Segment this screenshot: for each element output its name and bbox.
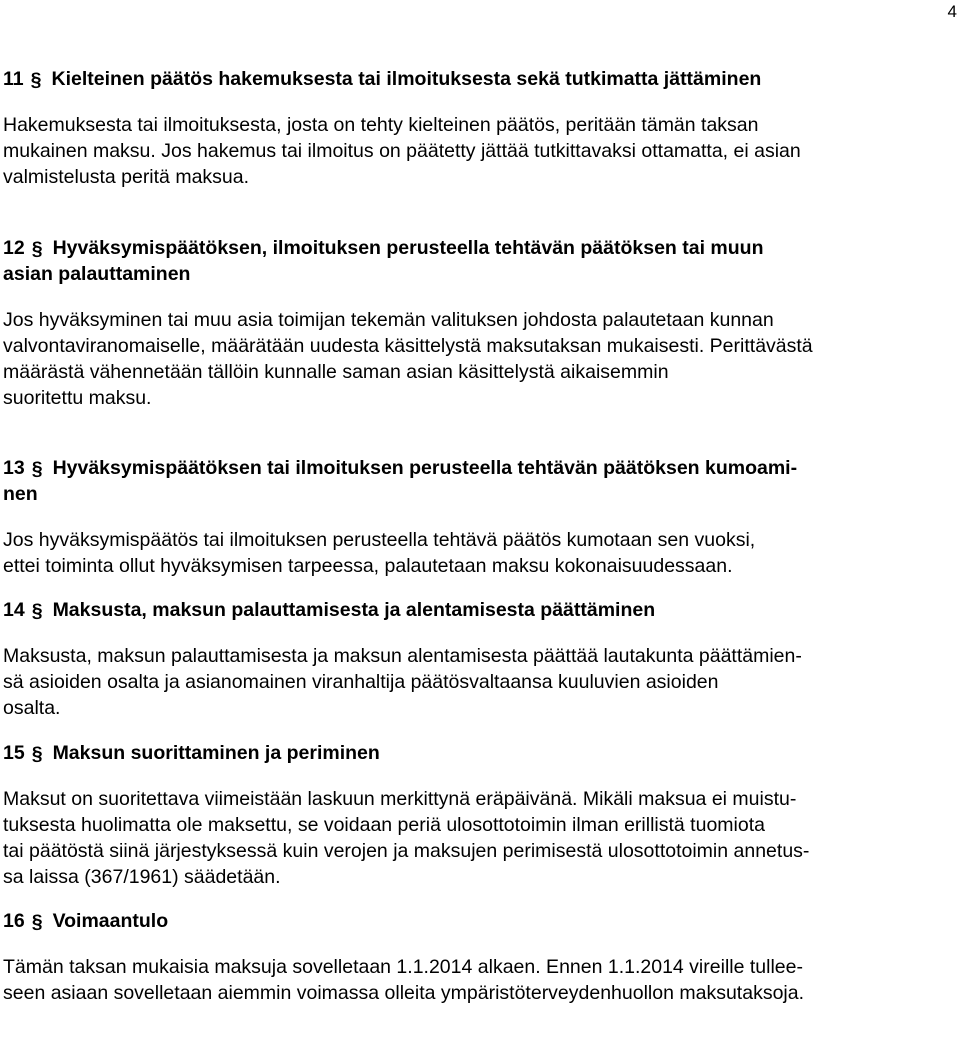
- document-body: [3, 66, 951, 1006]
- section-number: 11: [3, 68, 24, 90]
- section-title: Hyväksymispäätöksen tai ilmoituksen perusteella tehtävän päätöksen kumoami- nen: [3, 457, 798, 505]
- section-heading: [3, 908, 951, 934]
- section-paragraph: Hakemuksesta tai ilmoituksesta, josta on tehty kielteinen päätös, peritään tämän taksan mukainen maksu. Jos hakemus tai ilmoitus on päätetty jättää tutkittavaksi ottamatta, ei asian valmistelusta peritä maksua.: [3, 114, 801, 188]
- section-14: [3, 597, 951, 721]
- section-symbol: §: [31, 743, 43, 765]
- section-heading: [3, 597, 951, 623]
- section-heading: [3, 740, 951, 766]
- section-number: 13: [3, 457, 25, 479]
- section-symbol: §: [31, 238, 43, 260]
- page-number: 4: [947, 2, 957, 21]
- section-title: Voimaantulo: [52, 910, 169, 932]
- section-paragraph: Tämän taksan mukaisia maksuja sovelletaan 1.1.2014 alkaen. Ennen 1.1.2014 vireille tullee- seen asiaan sovelletaan aiemmin voimassa olleita ympäristöterveydenhuollon maksutaksoja.: [3, 956, 805, 1004]
- section-paragraph: Jos hyväksymispäätös tai ilmoituksen perusteella tehtävä päätös kumotaan sen vuoksi, ettei toiminta ollut hyväksymisen tarpeessa, palautetaan maksu kokonaisuudessaan.: [3, 529, 756, 577]
- section-title: Maksusta, maksun palauttamisesta ja alentamisesta päättäminen: [52, 599, 656, 621]
- section-heading: [3, 429, 951, 507]
- section-title: Hyväksymispäätöksen, ilmoituksen perusteella tehtävän päätöksen tai muun asian palauttaminen: [3, 237, 764, 285]
- section-number: 16: [3, 910, 25, 932]
- section-11: [3, 66, 951, 190]
- section-symbol: §: [31, 600, 43, 622]
- section-symbol: §: [31, 911, 43, 933]
- section-symbol: §: [30, 69, 42, 91]
- section-16: [3, 908, 951, 1006]
- section-heading: [3, 209, 951, 287]
- section-paragraph: Maksusta, maksun palauttamisesta ja maksun alentamisesta päättää lautakunta päättämien- sä asioiden osalta ja asianomainen viranhaltija päätösvaltaansa kuuluvien asioiden osalta.: [3, 645, 802, 719]
- section-paragraph: Maksut on suoritettava viimeistään laskuun merkittynä eräpäivänä. Mikäli maksua ei muistu- tuksesta huolimatta ole maksettu, se voidaan periä ulosottotoimin ilman erillistä tuomiota tai päätöstä siinä järjestyksessä kuin verojen ja maksujen perimisestä ulosottotoimin annetus- sa laissa (367/1961) säädetään.: [3, 788, 810, 888]
- section-paragraph: Jos hyväksyminen tai muu asia toimijan tekemän valituksen johdosta palautetaan kunnan valvontaviranomaiselle, määrätään uudesta käsittelystä maksutaksan mukaisesti. Perittävästä määrästä vähennetään tällöin kunnalle saman asian käsittelystä aikaisemmin suoritettu maksu.: [3, 309, 813, 409]
- section-title: Maksun suorittaminen ja periminen: [52, 742, 380, 764]
- section-number: 15: [3, 742, 25, 764]
- section-symbol: §: [31, 458, 43, 480]
- section-12: [3, 209, 951, 411]
- section-number: 12: [3, 237, 25, 259]
- section-15: [3, 740, 951, 890]
- section-title: Kielteinen päätös hakemuksesta tai ilmoituksesta sekä tutkimatta jättäminen: [51, 68, 762, 90]
- section-13: [3, 429, 951, 579]
- section-number: 14: [3, 599, 25, 621]
- section-heading: [3, 66, 951, 92]
